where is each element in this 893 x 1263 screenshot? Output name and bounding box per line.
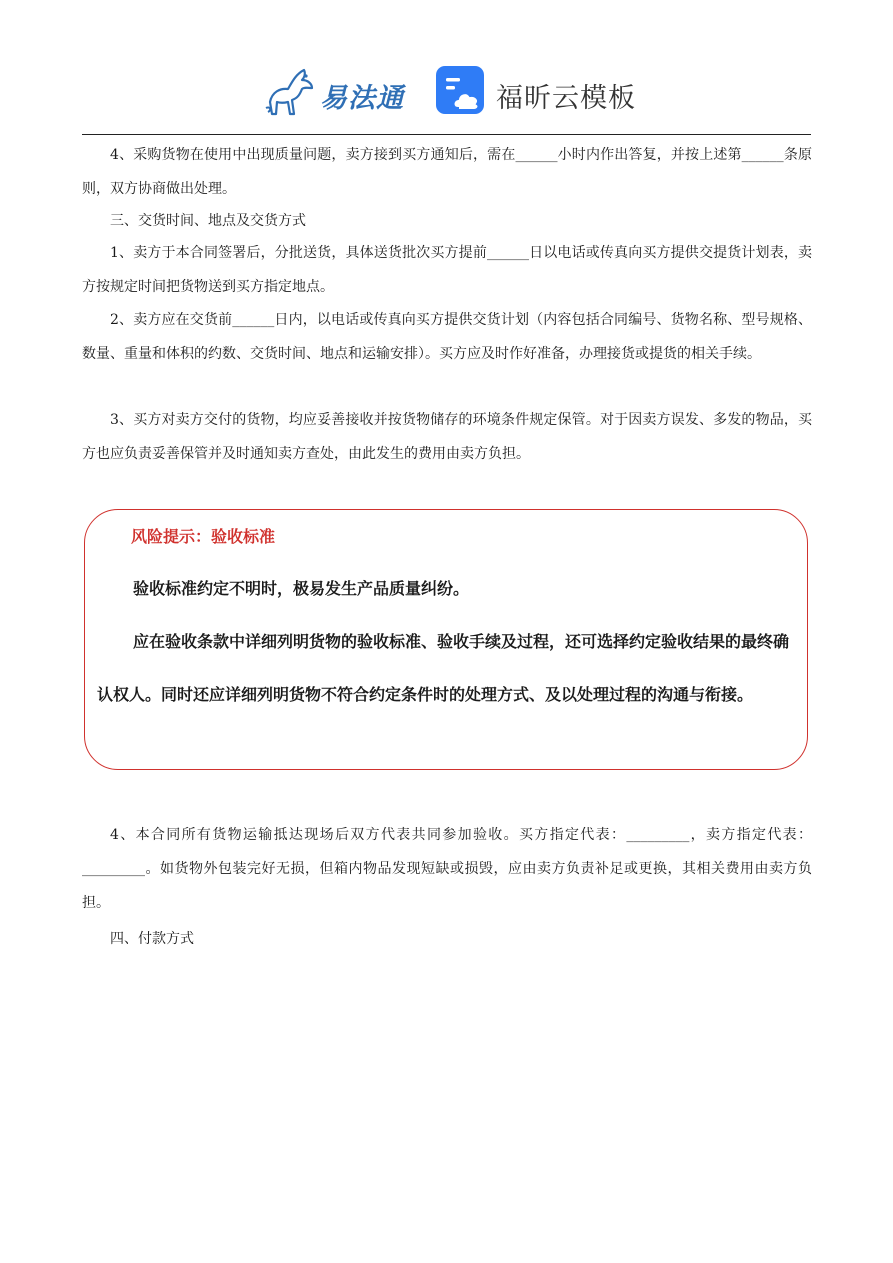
horse-icon (262, 62, 322, 122)
cloud-doc-icon (436, 66, 488, 118)
paragraph-quality-issue: 4、采购货物在使用中出现质量问题，卖方接到买方通知后，需在______小时内作出答复，并按上述第______条原则，双方协商做出处理。 (82, 147, 812, 197)
fuxin-logo (436, 66, 636, 122)
risk-line-2: 应在验收条款中详细列明货物的验收标准、验收手续及过程，还可选择约定验收结果的最终确认权人。同时还应详细列明货物不符合约定条件时的处理方式、及以处理过程的沟通与衔接。 (97, 632, 790, 704)
risk-line-1: 验收标准约定不明时，极易发生产品质量纠纷。 (133, 579, 470, 598)
risk-notice-box (84, 509, 808, 770)
header-rule (82, 134, 811, 135)
section-heading-delivery: 三、交货时间、地点及交货方式 (110, 213, 306, 229)
paragraph-inspection: 4、本合同所有货物运输抵达现场后双方代表共同参加验收。买方指定代表：_________，卖方指定代表：_________。如货物外包装完好无损，但箱内物品发现短缺或损毁，应由卖方负责补足或更换，其相关费用由卖方负担。 (82, 827, 812, 911)
section-heading-payment: 四、付款方式 (110, 931, 194, 947)
risk-notice-body (97, 562, 797, 721)
paragraph-delivery-1: 1、卖方于本合同签署后，分批送货，具体送货批次买方提前______日以电话或传真向买方提供交提货计划表，卖方按规定时间把货物送到买方指定地点。 (82, 245, 812, 295)
logo2-text: 福昕云模板 (496, 83, 636, 114)
logo1-text: 易法通 (320, 83, 404, 114)
paragraph-delivery-2: 2、卖方应在交货前______日内，以电话或传真向买方提供交货计划（内容包括合同编号、货物名称、型号规格、数量、重量和体积的约数、交货时间、地点和运输安排）。买方应及时作好准备，办理接货或提货的相关手续。 (82, 312, 812, 362)
paragraph-delivery-3: 3、买方对卖方交付的货物，均应妥善接收并按货物储存的环境条件规定保管。对于因卖方误发、多发的物品，买方也应负责妥善保管并及时通知卖方查处，由此发生的费用由卖方负担。 (82, 412, 812, 462)
risk-notice-title: 风险提示：验收标准 (131, 527, 276, 546)
yifatong-logo (262, 62, 412, 122)
page-header (0, 58, 893, 128)
